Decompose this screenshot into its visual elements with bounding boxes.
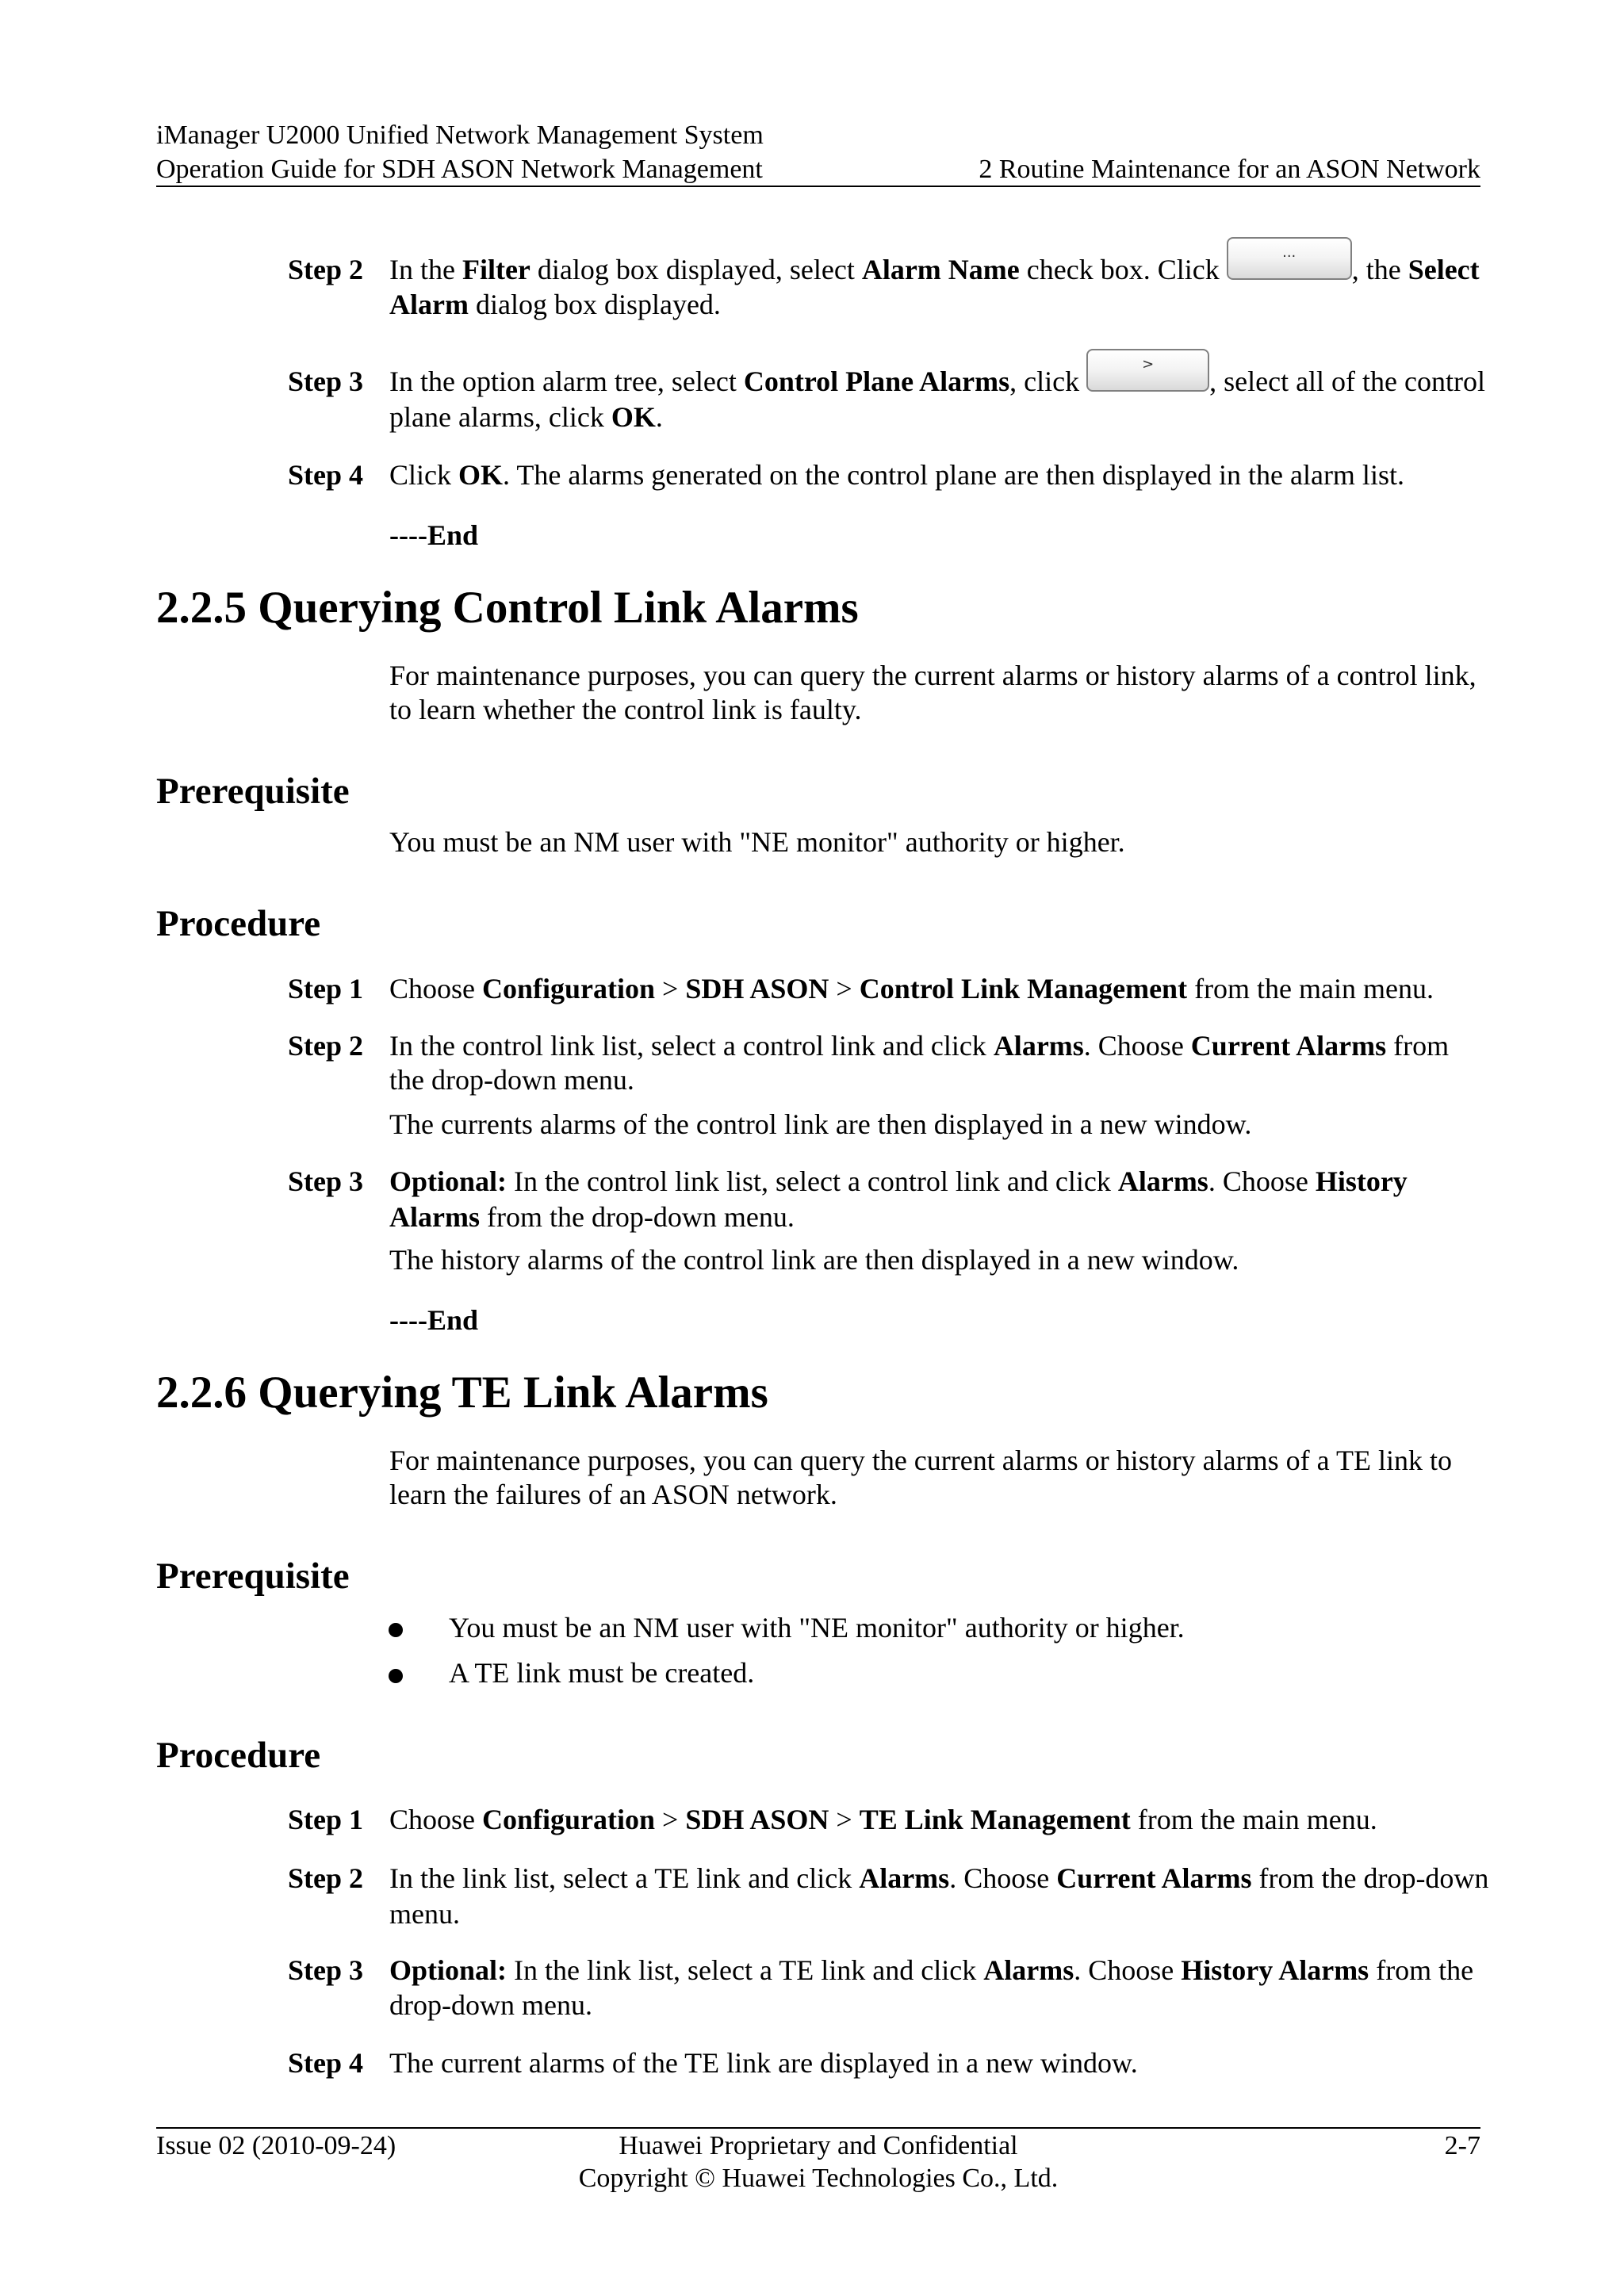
prerequisite-heading: Prerequisite — [156, 1556, 350, 1597]
step-text-line — [389, 458, 1404, 492]
step-text-line — [389, 356, 1485, 399]
ui-term: Control Plane Alarms — [743, 365, 1010, 397]
step-text: In the control link list, select a control link and click — [389, 1030, 994, 1062]
header-rule — [156, 186, 1480, 187]
ui-term: Current Alarms — [1056, 1862, 1252, 1894]
step-text: Choose — [389, 973, 482, 1004]
step-text: the drop-down menu. — [389, 1064, 634, 1096]
footer-rule — [156, 2127, 1480, 2129]
step-text-line — [389, 2046, 1138, 2080]
ui-term: Alarm — [389, 289, 469, 320]
header-product-name: iManager U2000 Unified Network Management System — [156, 121, 764, 150]
step-text: from the drop-down menu. — [479, 1201, 795, 1233]
step-text: , the — [1351, 254, 1408, 285]
step-label: Step 1 — [288, 973, 364, 1004]
menu-separator: > — [655, 1804, 686, 1835]
ui-term: History — [1315, 1165, 1408, 1197]
step-text-line — [389, 972, 1434, 1006]
intro-paragraph-line: to learn whether the control link is faulty. — [389, 694, 862, 725]
page-number: 2-7 — [1444, 2131, 1480, 2160]
footer-copyright: Copyright © Huawei Technologies Co., Ltd. — [578, 2164, 1059, 2193]
intro-paragraph-line: For maintenance purposes, you can query the current alarms or history alarms of a control link, — [389, 660, 1477, 691]
ellipsis-button — [1227, 237, 1352, 280]
step-text: , click — [1009, 365, 1087, 397]
step-text-line — [389, 244, 1480, 287]
menu-separator: > — [829, 1804, 860, 1835]
step-text: In the option alarm tree, select — [389, 365, 744, 397]
step-text-line — [389, 288, 721, 322]
menu-separator: > — [829, 973, 860, 1004]
menu-term: TE Link Management — [859, 1804, 1131, 1835]
step-text: In the — [389, 254, 462, 285]
ui-term: Alarms — [1117, 1165, 1208, 1197]
menu-term: Configuration — [482, 973, 656, 1004]
prerequisite-heading: Prerequisite — [156, 771, 350, 812]
step-text: dialog box displayed. — [468, 289, 721, 320]
ui-term: Alarms — [859, 1862, 950, 1894]
header-chapter-title: 2 Routine Maintenance for an ASON Network — [979, 155, 1480, 184]
step-text: . Choose — [1074, 1954, 1182, 1986]
step-text: . — [655, 401, 663, 433]
step-text-line — [389, 400, 663, 434]
step-label: Step 3 — [288, 1954, 364, 1986]
footer-issue: Issue 02 (2010-09-24) — [156, 2131, 396, 2160]
step-text: from the drop-down — [1251, 1862, 1489, 1894]
step-text: . Choose — [1083, 1030, 1191, 1062]
step-text: from the main menu. — [1130, 1804, 1377, 1835]
procedure-heading: Procedure — [156, 1735, 321, 1776]
step-text-line — [389, 1803, 1377, 1837]
menu-term: SDH ASON — [685, 1804, 829, 1835]
step-text: , select all of the control — [1209, 365, 1485, 397]
ui-term: Alarms — [389, 1201, 480, 1233]
step-label: Step 1 — [288, 1804, 364, 1835]
step-text: check box. Click — [1019, 254, 1227, 285]
section-title: 2.2.6 Querying TE Link Alarms — [156, 1368, 768, 1418]
step-result: The currents alarms of the control link are then displayed in a new window. — [389, 1108, 1252, 1140]
step-result: The history alarms of the control link are then displayed in a new window. — [389, 1244, 1239, 1276]
menu-separator: > — [655, 973, 686, 1004]
section-title: 2.2.5 Querying Control Link Alarms — [156, 583, 859, 633]
step-label: Step 3 — [288, 1165, 364, 1197]
step-label: Step 3 — [288, 365, 364, 397]
prerequisite-item: A TE link must be created. — [449, 1657, 755, 1689]
button-label: ... — [1282, 244, 1297, 261]
ui-term: Alarm Name — [861, 254, 1020, 285]
intro-paragraph-line: learn the failures of an ASON network. — [389, 1479, 837, 1510]
menu-term: Control Link Management — [859, 973, 1188, 1004]
step-text: . Choose — [949, 1862, 1057, 1894]
step-label: Step 4 — [288, 459, 364, 491]
end-marker: ----End — [389, 1304, 479, 1336]
bullet-icon — [389, 1623, 403, 1637]
ui-term: Current Alarms — [1190, 1030, 1387, 1062]
menu-term: SDH ASON — [685, 973, 829, 1004]
step-text-line — [389, 1954, 1473, 1988]
prerequisite-text: You must be an NM user with "NE monitor" authority or higher. — [389, 826, 1125, 858]
step-label: Step 2 — [288, 254, 364, 285]
step-text: from the — [1369, 1954, 1474, 1986]
footer-notice: Huawei Proprietary and Confidential — [619, 2131, 1018, 2160]
step-text: from the main menu. — [1187, 973, 1434, 1004]
add-arrow-button — [1086, 349, 1209, 392]
ui-term: Filter — [462, 254, 530, 285]
step-label: Step 4 — [288, 2047, 364, 2079]
step-text-line — [389, 1862, 1488, 1896]
step-text-line — [389, 1063, 634, 1097]
ui-term: Alarms — [993, 1030, 1084, 1062]
ui-term: OK — [458, 459, 504, 491]
optional-tag: Optional: — [389, 1165, 508, 1197]
ui-term: Alarms — [983, 1954, 1074, 1986]
step-text-line — [389, 1988, 592, 2022]
ui-term: History Alarms — [1181, 1954, 1369, 1986]
step-text-line — [389, 1200, 795, 1234]
step-text: In the control link list, select a control link and click — [507, 1165, 1118, 1197]
step-text-line — [389, 1165, 1408, 1199]
button-label: > — [1142, 356, 1155, 373]
step-text: dialog box displayed, select — [530, 254, 862, 285]
end-marker: ----End — [389, 519, 479, 551]
menu-term: Configuration — [482, 1804, 656, 1835]
step-text-line — [389, 1897, 460, 1931]
intro-paragraph-line: For maintenance purposes, you can query the current alarms or history alarms of a TE link to — [389, 1445, 1452, 1476]
step-label: Step 2 — [288, 1862, 364, 1894]
header-guide-title: Operation Guide for SDH ASON Network Management — [156, 155, 763, 184]
step-text: The current alarms of the TE link are displayed in a new window. — [389, 2047, 1138, 2079]
prerequisite-item: You must be an NM user with "NE monitor" authority or higher. — [449, 1612, 1185, 1644]
step-text: plane alarms, click — [389, 401, 611, 433]
step-text: In the link list, select a TE link and click — [389, 1862, 860, 1894]
bullet-icon — [389, 1669, 403, 1683]
step-text: menu. — [389, 1898, 460, 1930]
procedure-heading: Procedure — [156, 903, 321, 944]
step-text: . The alarms generated on the control plane are then displayed in the alarm list. — [503, 459, 1404, 491]
step-text: In the link list, select a TE link and click — [507, 1954, 984, 1986]
ui-term: Select — [1408, 254, 1480, 285]
step-text: . Choose — [1208, 1165, 1316, 1197]
step-label: Step 2 — [288, 1030, 364, 1062]
step-text: from — [1386, 1030, 1450, 1062]
ui-term: OK — [611, 401, 656, 433]
step-text: Choose — [389, 1804, 482, 1835]
step-text: Click — [389, 459, 458, 491]
optional-tag: Optional: — [389, 1954, 508, 1986]
step-text-line — [389, 1029, 1449, 1063]
step-text: drop-down menu. — [389, 1989, 592, 2021]
